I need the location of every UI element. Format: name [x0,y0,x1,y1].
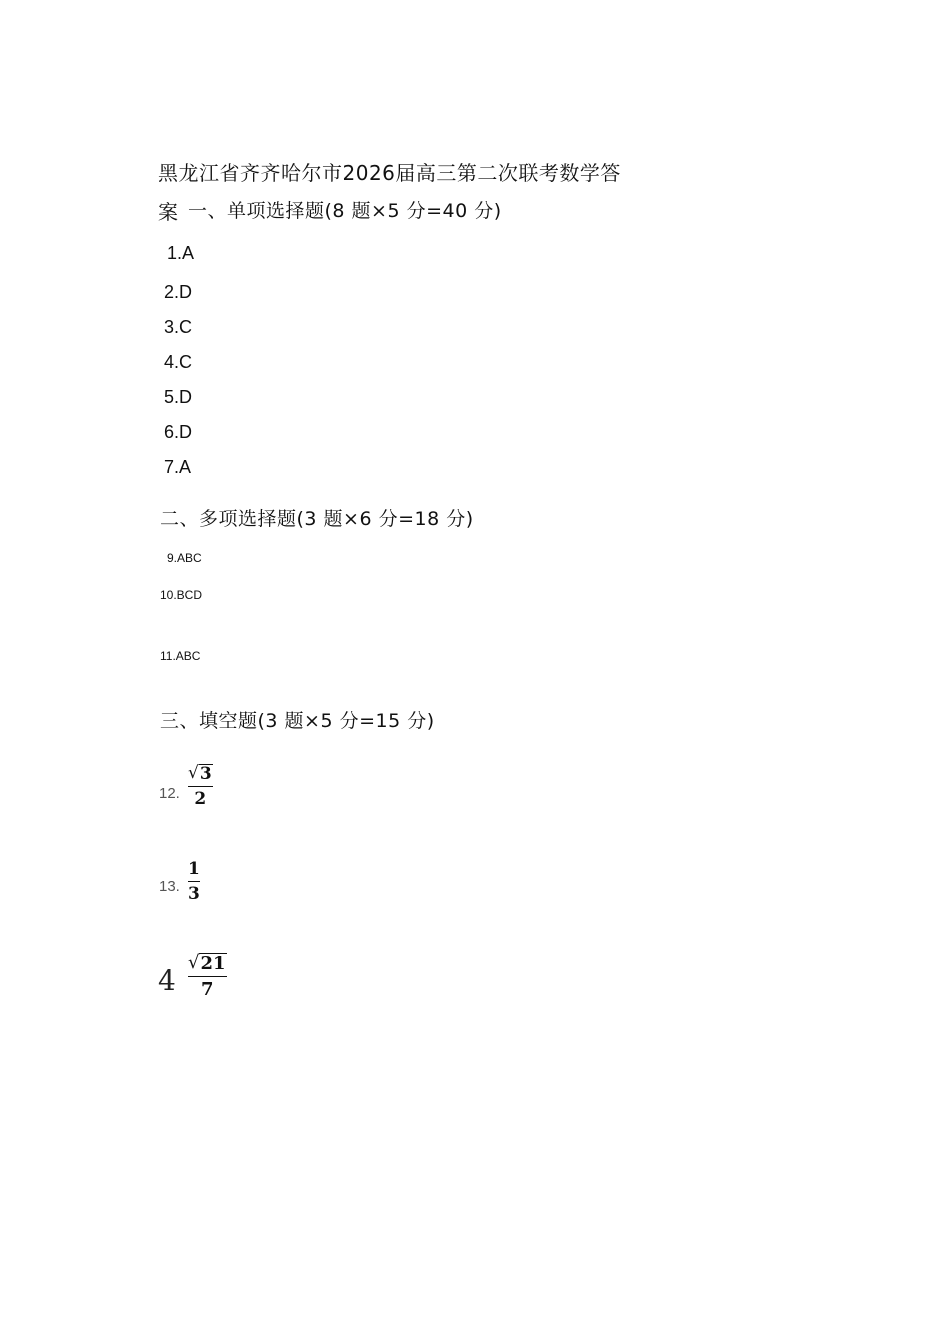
radical-sign: √ [188,952,200,973]
fraction-denominator: 3 [188,884,200,905]
answer-item: 4.C [164,352,193,372]
fraction-numerator: 1 [188,859,200,879]
fraction-answer-12 [188,764,213,809]
answer-item: 9.ABC [167,551,202,565]
answer-item: 11.ABC [160,649,201,663]
answer-item: 1.A [167,243,195,263]
radical-sign: √ [188,763,199,783]
document-title-continued: 案 [158,200,179,224]
answer-item: 5.D [164,387,193,407]
fill-in-number: 13. [159,878,180,895]
fill-in-number: 4 [158,964,176,997]
fill-in-number: 12. [159,785,180,802]
fraction-denominator: 2 [194,789,207,810]
section-heading-multiple-choice: 二、多项选择题(3 题×6 分=18 分) [160,508,474,530]
fraction-numerator: 3 [199,764,212,784]
answer-item: 10.BCD [160,588,203,602]
section-heading-fill-in: 三、填空题(3 题×5 分=15 分) [160,710,435,732]
document-title: 黑龙江省齐齐哈尔市2026届高三第二次联考数学答 [158,161,621,185]
fraction-denominator: 7 [201,979,214,1001]
fraction-numerator: 21 [200,953,226,974]
section-heading-single-choice: 一、单项选择题(8 题×5 分=40 分) [188,200,502,222]
answer-item: 6.D [164,422,193,442]
fraction-answer-13 [188,860,200,904]
fraction-answer-14 [188,953,227,1000]
answer-item: 2.D [164,282,193,302]
fraction-bar [188,976,227,978]
answer-item: 7.A [164,457,192,477]
fraction-bar [188,786,213,788]
fraction-bar [188,881,200,883]
answer-item: 3.C [164,317,193,337]
